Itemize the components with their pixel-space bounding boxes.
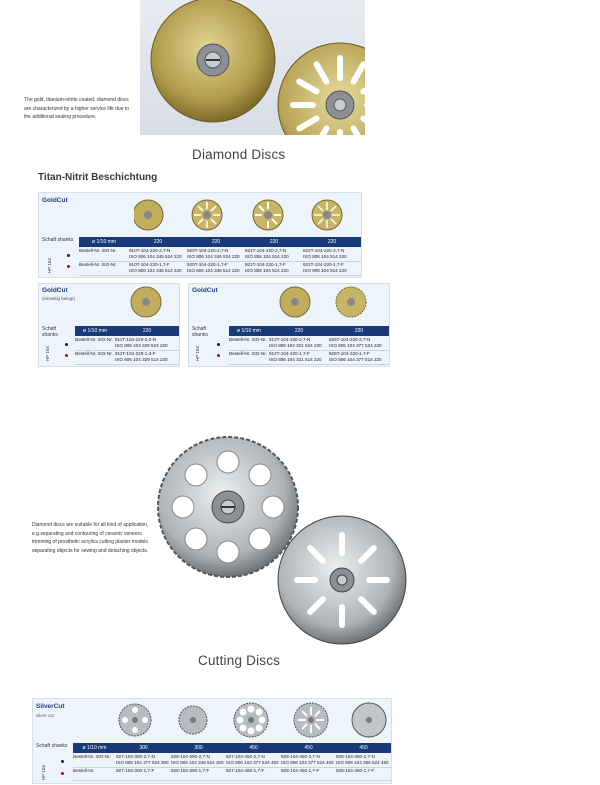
shank-dot-red-icon bbox=[217, 354, 220, 357]
diameter-label: ø 1/10 mm bbox=[92, 239, 116, 245]
diameter-label: ø 1/10 mm bbox=[83, 328, 107, 334]
product-name: GoldCut bbox=[42, 287, 68, 294]
shank-dot-icon bbox=[67, 254, 70, 257]
table-row: Bestell-Nr. ISO-Nr. 912T-104-220-2,7-N ISO 806 104 321 524 220 926T-104-220-2,7-N ISO 806 104 377 524 220 bbox=[229, 337, 389, 351]
shank-label: Schaft shanks bbox=[192, 326, 208, 338]
cutting-disc-illustration bbox=[150, 435, 420, 650]
product-name: GoldCut bbox=[42, 197, 68, 204]
table-row: Bestell-Nr. ISO-Nr. 911T-104-220-1,3-F ISO 806 104 329 514 220 bbox=[75, 351, 179, 365]
size-cell: 220 bbox=[142, 328, 152, 334]
goldcut-panel-1 bbox=[38, 192, 362, 278]
section-title-diamond-discs: Diamond Discs bbox=[192, 147, 286, 162]
table-header bbox=[73, 743, 391, 753]
table-row: Bestell-Nr. ISO-Nr. 912T-104-220-1,7-F ISO 806 104 321 514 220 926T-104-220-1,7-F ISO 806 104 377 514 220 bbox=[229, 351, 389, 365]
size-cell: 450 bbox=[304, 745, 313, 751]
table-header bbox=[229, 326, 389, 336]
hp-label: HP 104 bbox=[47, 258, 52, 273]
size-cell: 220 bbox=[354, 328, 364, 334]
size-cell: 220 bbox=[294, 328, 304, 334]
size-cell: 220 bbox=[211, 239, 221, 245]
table-row: Bestell-Nr. ISO-Nr. 911T-104-220-2,0-N ISO 806 104 329 524 220 bbox=[75, 337, 179, 351]
size-cell: 220 bbox=[269, 239, 279, 245]
shank-dot-red-icon bbox=[65, 354, 68, 357]
cutting-blurb: Diamond discs are suitable for all kind of application, e.g.separating and contouring of ceramic veneers trimming of prosthetic acrylics cutting plaster models separating objects for sewing and detaching objects. bbox=[32, 522, 149, 554]
section-title-cutting-discs: Cutting Discs bbox=[198, 653, 281, 668]
product-name: SilverCut bbox=[36, 703, 65, 710]
intro-blurb: The gold, titanium-nitrite coated, diamond discs are characterized by a higher service life due to the additional sealing procedure. bbox=[24, 97, 130, 120]
product-subname: (einseitig belegt) bbox=[42, 296, 76, 301]
table-row: Bestell-Nr. ISO-Nr. 910T-104-220-2,7-N ISO 806 104 345 524 220 920T-104-220-2,7-N ISO 806 104 346 524 220 921T-104-220-2,7-N ISO 806 104 514 220 922T-104-220-2,7-N ISO 806 104 514 220 bbox=[79, 248, 361, 262]
diameter-label: ø 1/10 mm bbox=[237, 328, 261, 334]
disc-images-row bbox=[134, 199, 354, 236]
size-cell: 220 bbox=[153, 239, 163, 245]
disc-images-row bbox=[113, 702, 388, 743]
silvercut-panel bbox=[32, 698, 392, 784]
disc-illustration bbox=[140, 0, 365, 135]
hp-label: HP 104 bbox=[45, 346, 50, 361]
hp-label: HP 104 bbox=[195, 346, 200, 361]
shank-label: Schaft shanks bbox=[42, 237, 74, 243]
size-cell: 220 bbox=[327, 239, 337, 245]
goldcut-panel-2 bbox=[38, 283, 180, 367]
shank-label: Schaft shanks bbox=[42, 326, 58, 338]
diameter-label: ø 1/10 mm bbox=[82, 745, 107, 751]
disc-images-row bbox=[279, 286, 369, 323]
table-row: Bestell-Nr. ISO-Nr. 910T-104-220-1,7-F ISO 806 104 345 514 220 920T-104-220-1,7-F ISO 806 104 346 514 220 921T-104-220-1,7-F ISO 806 104 514 220 922T-104-220-1,7-F ISO 806 104 514 220 bbox=[79, 262, 361, 276]
table-row: Bestell-Nr. 927-104-300-1,7-F 928-104-300-1,7-F 927-104-450-1,7-F 928-104-450-1,7-F 928-104-450-1,7-F bbox=[73, 768, 391, 781]
shank-dot-icon bbox=[65, 343, 68, 346]
size-cell: 300 bbox=[194, 745, 203, 751]
product-subname: silver cut bbox=[36, 713, 54, 718]
shank-dot-icon bbox=[61, 760, 64, 763]
section-subtitle: Titan-Nitrit Beschichtung bbox=[38, 172, 158, 183]
table-row: Bestell-Nr. ISO-Nr. 927-104-300-2,7-N ISO 806 104 377 524 300 928-104-300-2,7-N ISO 806 104 348 524 300 927-104-450-2,7-N ISO 806 104 377 524 450 928-104-450-2,7-N ISO 806 104 377 524 450 928-104-450-2,7-N ISO 806 104 366 524 450 bbox=[73, 754, 391, 768]
table-header bbox=[75, 326, 179, 336]
size-cell: 450 bbox=[249, 745, 258, 751]
table-header bbox=[79, 237, 361, 247]
hero-image-diamond-discs bbox=[140, 0, 365, 135]
shank-label: Schaft shanks bbox=[36, 743, 68, 749]
shank-dot-red-icon bbox=[67, 265, 70, 268]
shank-dot-icon bbox=[217, 343, 220, 346]
goldcut-panel-3 bbox=[188, 283, 390, 367]
hp-label: HP 104 bbox=[41, 765, 46, 780]
size-cell: 450 bbox=[359, 745, 368, 751]
size-cell: 300 bbox=[139, 745, 148, 751]
product-name: GoldCut bbox=[192, 287, 218, 294]
disc-image bbox=[129, 286, 163, 323]
shank-dot-red-icon bbox=[61, 772, 64, 775]
hero-image-cutting-discs bbox=[150, 435, 420, 650]
